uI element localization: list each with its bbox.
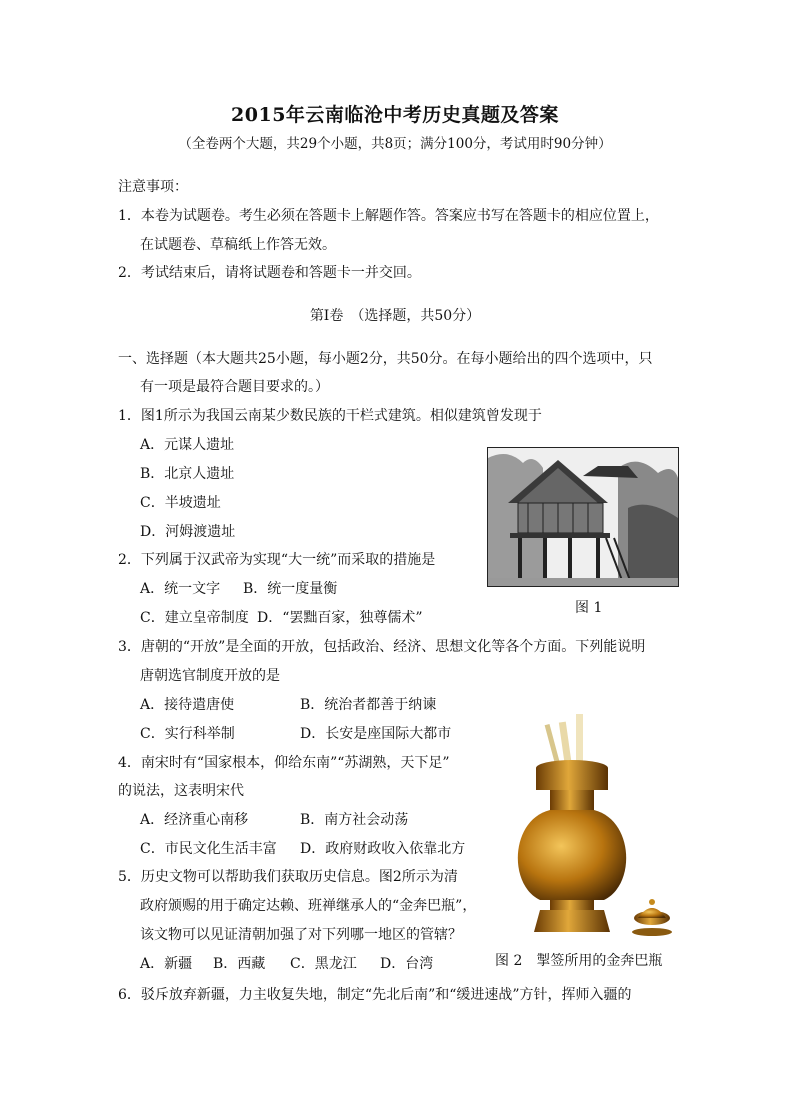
figure-1-caption: 图 1: [575, 600, 603, 616]
q5-option-b: B．西藏: [213, 956, 266, 972]
figure-1-stilt-house: [487, 447, 679, 587]
q5-stem-cont-1: 政府颁赐的用于确定达赖、班禅继承人的“金奔巴瓶”，: [140, 898, 477, 914]
section-intro-cont: 有一项是最符合题目要求的。）: [140, 379, 329, 395]
q5-option-c: C．黑龙江: [290, 956, 357, 972]
q5-option-a: A．新疆: [140, 956, 193, 972]
q3-option-d: D．长安是座国际大都市: [300, 726, 452, 742]
q5-stem-cont-2: 该文物可以见证清朝加强了对下列哪一地区的管辖？: [140, 927, 462, 943]
q4-option-c: C．市民文化生活丰富: [140, 841, 277, 857]
stilt-house-illustration: [488, 448, 678, 586]
q5-option-d: D．台湾: [380, 956, 434, 972]
section-intro: 一、选择题（本大题共25小题，每小题2分，共50分。在每小题给出的四个选项中，只: [118, 351, 653, 367]
figure-2-caption: 图 2 掣签所用的金奔巴瓶: [495, 953, 663, 969]
q3-option-a: A．接待遣唐使: [140, 697, 235, 713]
q2-option-d: D．“罢黜百家，独尊儒术”: [257, 610, 423, 626]
q4-stem-cont: 的说法，这表明宋代: [118, 783, 244, 799]
notes-heading: 注意事项：: [118, 179, 188, 195]
q4-option-a: A．经济重心南移: [140, 812, 249, 828]
note-item-2: 2．考试结束后，请将试题卷和答题卡一并交回。: [118, 265, 421, 281]
q4-option-b: B．南方社会动荡: [300, 812, 409, 828]
q1-option-b: B．北京人遗址: [140, 466, 235, 482]
note-item-1-cont: 在试题卷、草稿纸上作答无效。: [140, 237, 336, 253]
q3-stem: 3．唐朝的“开放”是全面的开放，包括政治、经济、思想文化等各个方面。下列能说明: [118, 639, 646, 655]
page-title: 2015年云南临沧中考历史真题及答案: [231, 104, 559, 126]
figure-2-golden-urn: [510, 710, 680, 940]
q4-stem: 4．南宋时有“国家根本，仰给东南”“苏湖熟，天下足”: [118, 755, 450, 771]
volume-title: 第Ⅰ卷 （选择题，共50分）: [309, 308, 481, 324]
note-item-1: 1．本卷为试题卷。考生必须在答题卡上解题作答。答案应书写在答题卡的相应位置上，: [118, 208, 659, 224]
q2-option-c: C．建立皇帝制度: [140, 610, 249, 626]
q2-stem: 2．下列属于汉武帝为实现“大一统”而采取的措施是: [118, 552, 436, 568]
q2-option-a: A．统一文字: [140, 581, 221, 597]
q4-option-d: D．政府财政收入依靠北方: [300, 841, 466, 857]
q1-option-d: D．河姆渡遗址: [140, 524, 236, 540]
exam-subtitle: （全卷两个大题，共29个小题，共8页；满分100分，考试用时90分钟）: [178, 136, 612, 152]
q1-option-a: A．元谋人遗址: [140, 437, 235, 453]
q3-option-b: B．统治者都善于纳谏: [300, 697, 437, 713]
q5-stem: 5．历史文物可以帮助我们获取历史信息。图2所示为清: [118, 869, 458, 885]
q2-option-b: B．统一度量衡: [243, 581, 338, 597]
q1-option-c: C．半坡遗址: [140, 495, 221, 511]
q3-stem-cont: 唐朝选官制度开放的是: [140, 668, 280, 684]
q6-stem: 6．驳斥放弃新疆，力主收复失地，制定“先北后南”和“缓进速战”方针，挥师入疆的: [118, 987, 632, 1003]
golden-urn-illustration: [510, 710, 680, 940]
q1-stem: 1．图1所示为我国云南某少数民族的干栏式建筑。相似建筑曾发现于: [118, 408, 542, 424]
q3-option-c: C．实行科举制: [140, 726, 235, 742]
